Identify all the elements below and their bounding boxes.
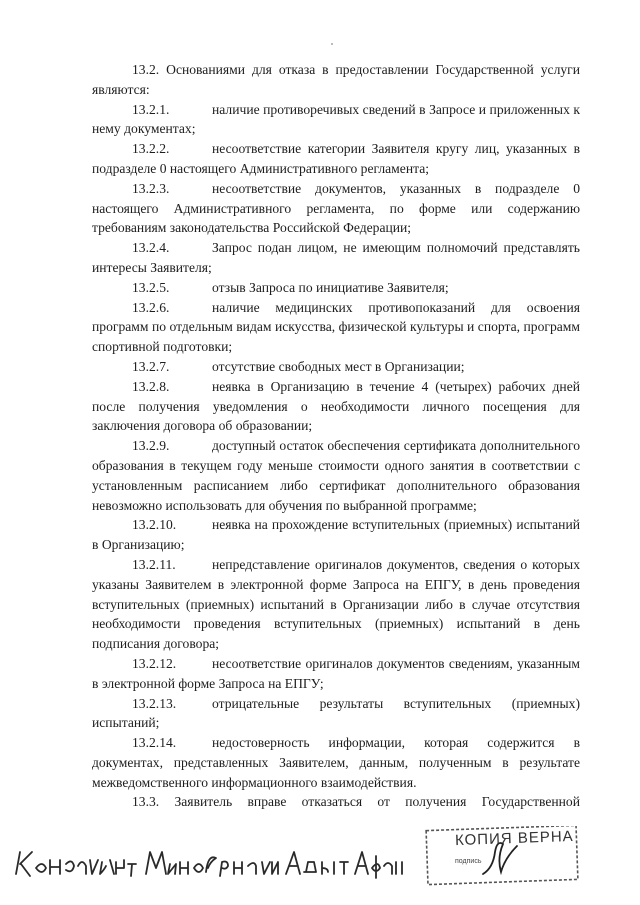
paragraph-text: отсутствие свободных мест в Организации;	[212, 358, 465, 374]
paragraph-13-2-9	[92, 436, 580, 515]
handwritten-signature	[10, 842, 410, 892]
paragraph-13-2-5	[92, 278, 580, 298]
paragraph-13-2-6	[92, 298, 580, 357]
paragraph-text: несоответствие категории Заявителя кругу лиц, указанных в подразделе 0 настоящего Административного регламента;	[92, 141, 580, 176]
item-number: 13.2.9.	[132, 438, 170, 454]
paragraph-13-2-11	[92, 555, 580, 654]
paragraph-13-2-2	[92, 139, 580, 179]
paragraph-text: наличие медицинских противопоказаний для освоения программ по отдельным видам искусства, физической культуры и спорта, программ спортивной подготовки;	[92, 299, 580, 355]
paragraph-text: отзыв Запроса по инициативе Заявителя;	[212, 279, 449, 295]
item-number: 13.2.2.	[132, 141, 170, 157]
paragraph-text: неявка на прохождение вступительных (приемных) испытаний в Организацию;	[92, 517, 580, 553]
paragraph-text: 13.3. Заявитель вправе отказаться от получения Государственной	[132, 794, 580, 810]
paragraph-text: доступный остаток обеспечения сертификата дополнительного образования в текущем году меньше стоимости одного занятия в соответствии с установленным расписанием либо сертификат дополнительного образования невозможно использовать для обучения по выбранной программе;	[92, 438, 580, 513]
paragraph-13-2-7	[92, 357, 580, 377]
scan-dot	[331, 43, 333, 45]
item-number: 13.2.10.	[132, 517, 177, 533]
paragraph-13-2-10	[92, 515, 580, 555]
item-number: 13.2.12.	[132, 655, 177, 671]
paragraph-13-2	[92, 60, 580, 100]
document-body	[92, 60, 580, 812]
item-number: 13.2.4.	[132, 240, 170, 256]
paragraph-text: Запрос подан лицом, не имеющим полномочий представлять интересы Заявителя;	[92, 240, 580, 275]
paragraph-text: неявка в Организацию в течение 4 (четырех) рабочих дней после получения уведомления о необходимости личного посещения для заключения договора об образовании;	[92, 378, 580, 434]
paragraph-text: отрицательные результаты вступительных (приемных) испытаний;	[92, 695, 580, 731]
paragraph-13-2-8	[92, 377, 580, 436]
item-number: 13.2.5.	[132, 279, 170, 295]
paragraph-text: непредставление оригиналов документов, сведения о которых указаны Заявителем в электронной форме Запроса на ЕПГУ, в день проведения вступительных (приемных) испытаний в Организации либо в случае отсутствия необходимости проведения вступительных (приемных) испытаний в день подписания договора;	[92, 556, 580, 652]
paragraph-13-2-3	[92, 179, 580, 238]
item-number: 13.2.3.	[132, 180, 170, 196]
paragraph-13-2-1	[92, 100, 580, 140]
paragraph-text: 13.2. Основаниями для отказа в предоставлении Государственной услуги являются:	[92, 62, 580, 97]
paragraph-13-2-14	[92, 733, 580, 792]
paragraph-text: недостоверность информации, которая содержится в документах, представленных Заявителем, данным, полученным в результате межведомственного информационного взаимодействия.	[92, 735, 580, 790]
item-number: 13.2.8.	[132, 378, 170, 394]
item-number: 13.2.11.	[132, 556, 176, 572]
paragraph-text: несоответствие документов, указанных в подразделе 0 настоящего Административного регламента, по форме или содержанию требованиям законодательства Российской Федерации;	[92, 180, 580, 236]
paragraph-13-3	[92, 792, 580, 812]
item-number: 13.2.6.	[132, 299, 170, 315]
item-number: 13.2.1.	[132, 101, 170, 117]
stamp-title: КОПИЯ ВЕРНА	[454, 827, 574, 850]
paragraph-text: несоответствие оригиналов документов сведениям, указанным в электронной форме Запроса на ЕПГУ;	[92, 655, 580, 691]
paragraph-13-2-12	[92, 654, 580, 694]
item-number: 13.2.7.	[132, 358, 170, 374]
paragraph-13-2-4	[92, 238, 580, 278]
stamp-signature-label: подпись	[455, 858, 482, 865]
paragraph-text: наличие противоречивых сведений в Запросе и приложенных к нему документах;	[92, 101, 580, 137]
item-number: 13.2.14.	[132, 735, 177, 751]
paragraph-13-2-13	[92, 694, 580, 734]
item-number: 13.2.13.	[132, 695, 177, 711]
